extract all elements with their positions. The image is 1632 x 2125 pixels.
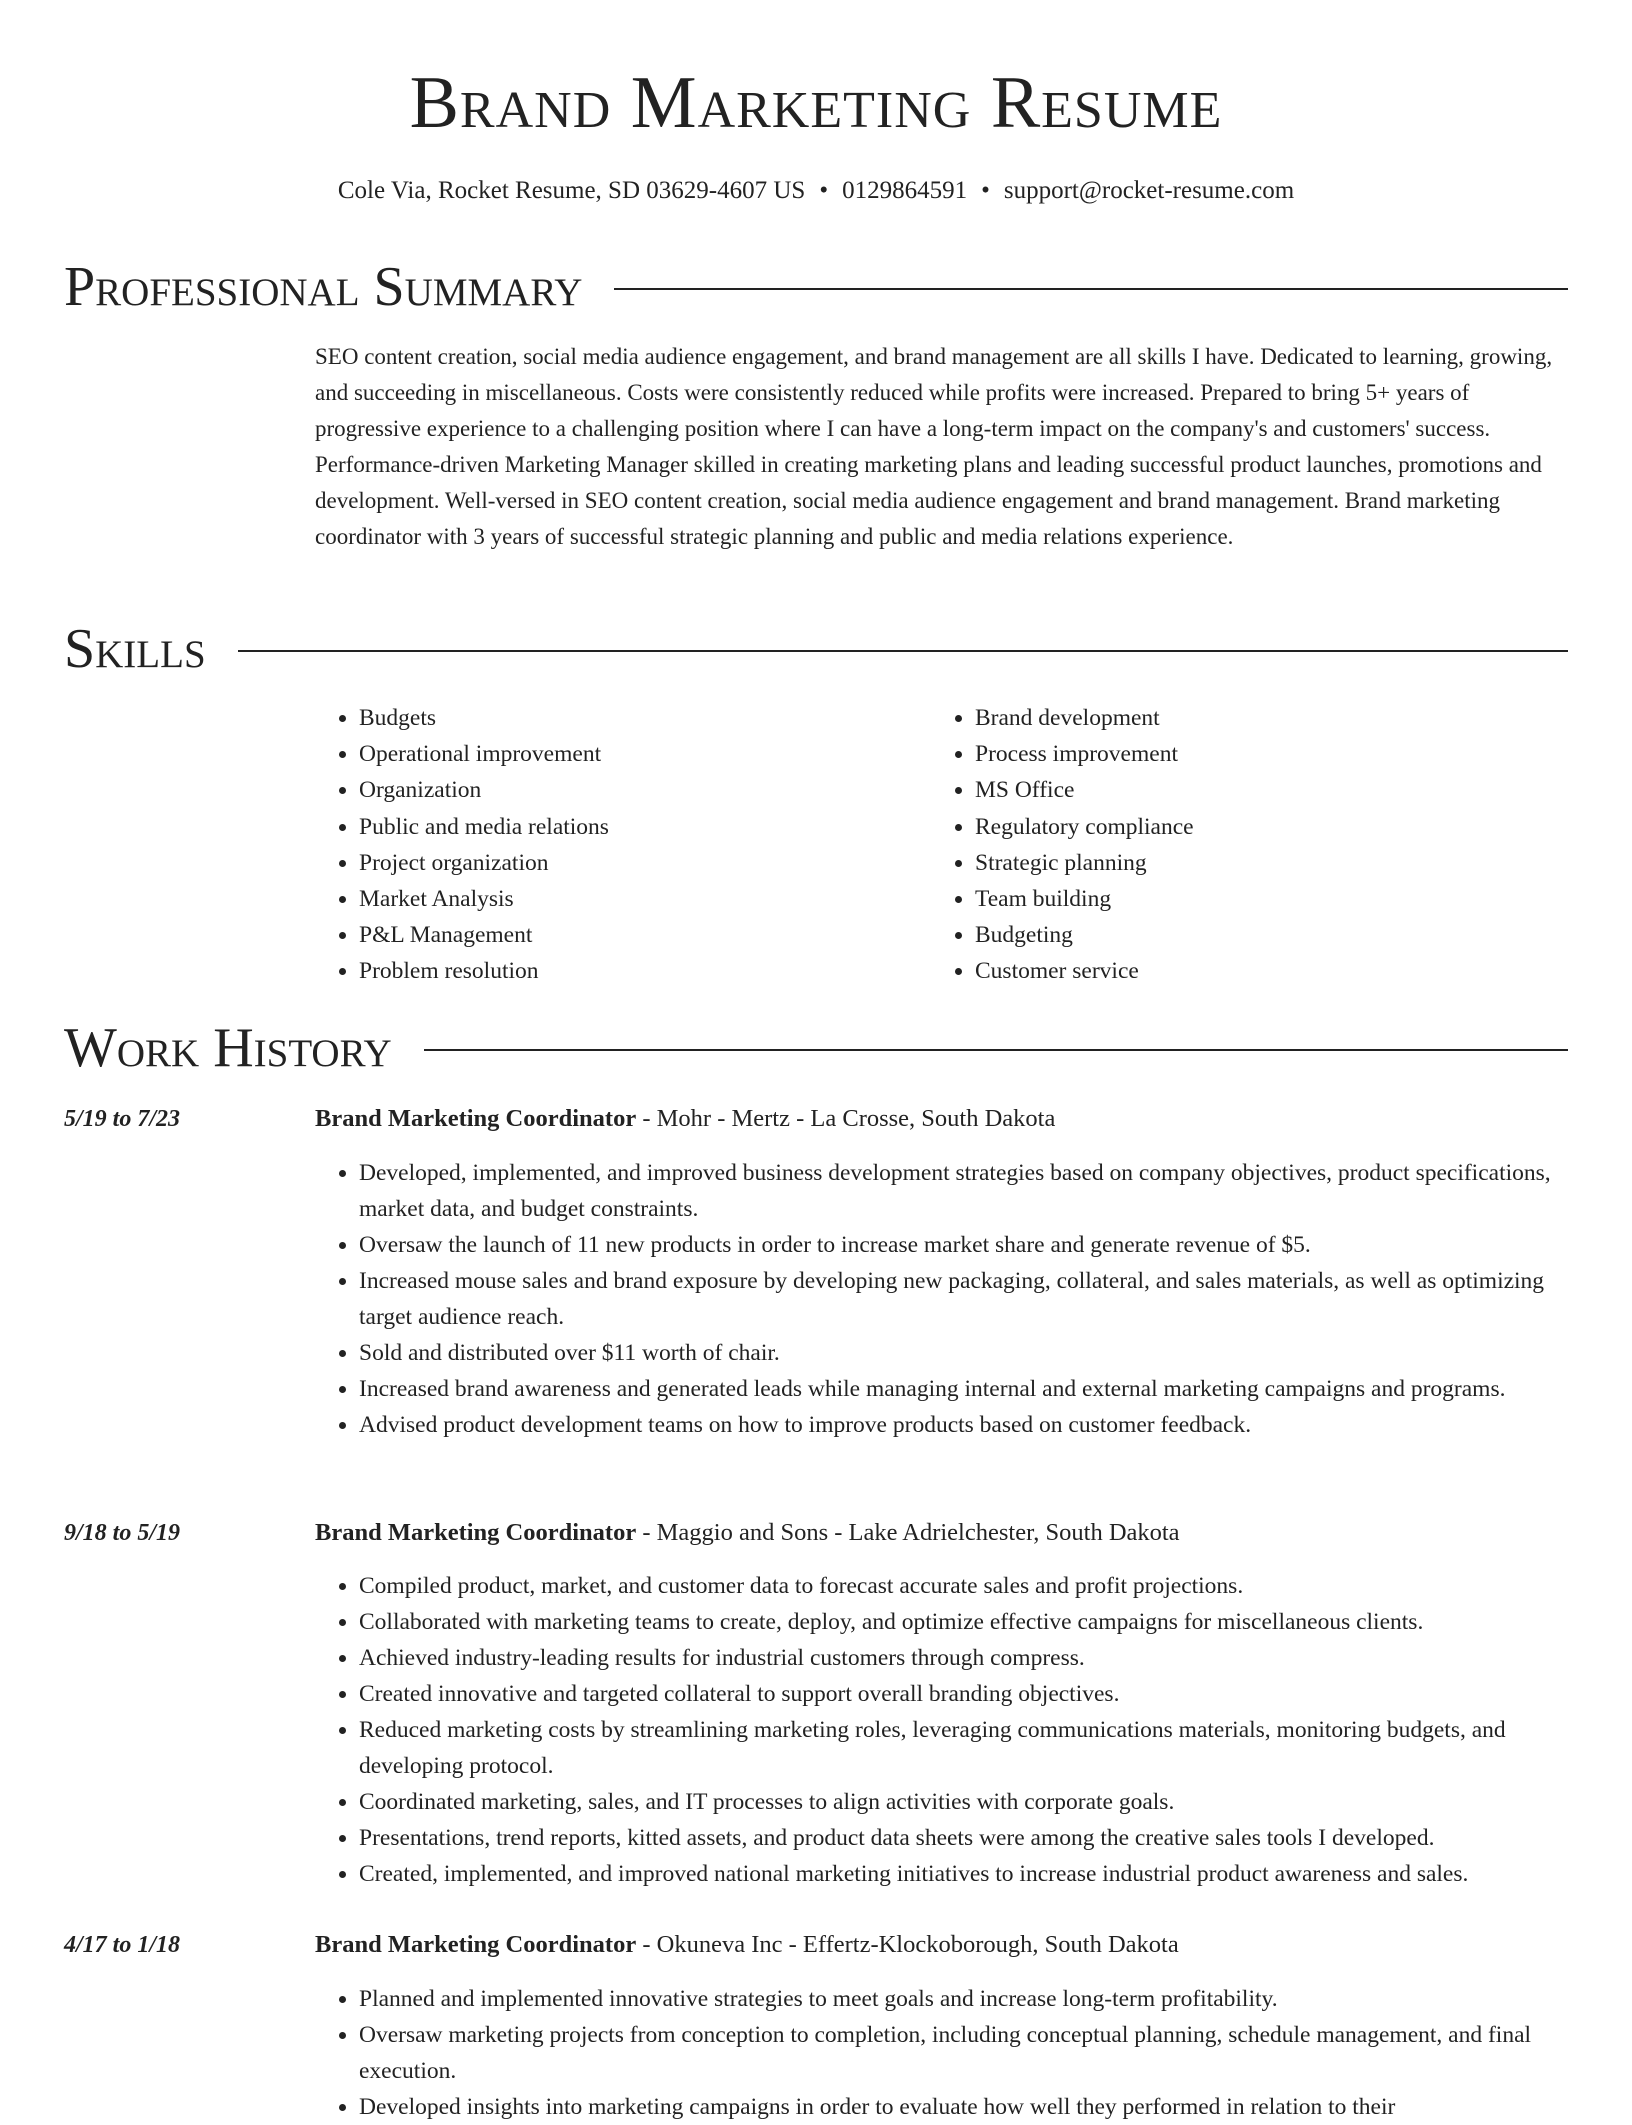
job-bullet: • Oversaw the launch of 11 new products in order to increase market share and generate revenue of $5. xyxy=(359,1227,1570,1263)
job-dates: 5/19 to 7/23 xyxy=(64,1106,181,1132)
skill-item: • P&L Management xyxy=(359,917,919,953)
job-employer-location: - Okuneva Inc - Effertz-Klockoborough, South Dakota xyxy=(636,1931,1179,1958)
skill-item: • Team building xyxy=(975,881,1535,917)
contact-separator: • xyxy=(981,177,990,204)
job-header xyxy=(315,1103,1570,1135)
job-header xyxy=(315,1517,1570,1549)
section-title: Work History xyxy=(64,1017,392,1079)
job-bullet: • Increased mouse sales and brand exposure by developing new packaging, collateral, and sales materials, as well as optimizing target audience reach. xyxy=(359,1263,1570,1335)
job-bullet: • Collaborated with marketing teams to create, deploy, and optimize effective campaigns for miscellaneous clients. xyxy=(359,1604,1570,1640)
skill-item: • Operational improvement xyxy=(359,736,919,772)
contact-email: support@rocket-resume.com xyxy=(1003,177,1295,204)
skill-item: • Budgets xyxy=(359,700,919,736)
job-title: Brand Marketing Coordinator xyxy=(315,1519,637,1546)
job-bullet: • Advised product development teams on how to improve products based on customer feedback. xyxy=(359,1407,1570,1443)
job-dates: 4/17 to 1/18 xyxy=(64,1932,181,1958)
job-employer-location: - Mohr - Mertz - La Crosse, South Dakota xyxy=(636,1105,1056,1132)
job-dates: 9/18 to 5/19 xyxy=(64,1520,181,1546)
job-bullet: • Sold and distributed over $11 worth of chair. xyxy=(359,1335,1570,1371)
summary-paragraph: SEO content creation, social media audience engagement, and brand management are all skills I have. Dedicated to learning, growing, and succeeding in miscellaneous. Costs were consistently reduced while profits were increased. Prepared to bring 5+ years of progressive experience to a challenging position where I can have a long-term impact on the company's and customers' success. Performance-driven Marketing Manager skilled in creating marketing plans and leading successful product launches, promotions and development. Well-versed in SEO content creation, social media audience engagement and brand management. Brand marketing coordinator with 3 years of successful strategic planning and public and media relations experience. xyxy=(315,344,1553,549)
job-bullet: • Presentations, trend reports, kitted assets, and product data sheets were among the creative sales tools I developed. xyxy=(359,1820,1570,1856)
job-bullet: • Oversaw marketing projects from conception to completion, including conceptual planning, schedule management, and final execution. xyxy=(359,2017,1570,2089)
job-title: Brand Marketing Coordinator xyxy=(315,1931,637,1958)
job-header xyxy=(315,1929,1570,1961)
contact-line xyxy=(0,175,1632,207)
job-employer-location: - Maggio and Sons - Lake Adrielchester, South Dakota xyxy=(636,1519,1180,1546)
section-divider xyxy=(424,1049,1568,1051)
skill-item: • Public and media relations xyxy=(359,809,919,845)
job-bullet: • Developed insights into marketing campaigns in order to evaluate how well they performed in relation to their xyxy=(359,2089,1570,2125)
skill-item: • Market Analysis xyxy=(359,881,919,917)
job-bullet: • Increased brand awareness and generated leads while managing internal and external marketing campaigns and programs. xyxy=(359,1371,1570,1407)
skill-item: • Organization xyxy=(359,772,919,808)
section-header-work-history xyxy=(64,1017,1568,1079)
skill-item: • Problem resolution xyxy=(359,953,919,989)
job-bullet: • Developed, implemented, and improved business development strategies based on company objectives, product specifications, market data, and budget constraints. xyxy=(359,1155,1570,1227)
job-bullet: • Compiled product, market, and customer data to forecast accurate sales and profit projections. xyxy=(359,1568,1570,1604)
job-bullet: • Created, implemented, and improved national marketing initiatives to increase industrial product awareness and sales. xyxy=(359,1856,1570,1892)
section-header-summary xyxy=(64,256,1568,318)
resume-title: Brand Marketing Resume xyxy=(409,62,1223,144)
skill-item: • Brand development xyxy=(975,700,1535,736)
job-bullet: • Created innovative and targeted collateral to support overall branding objectives. xyxy=(359,1676,1570,1712)
job-bullet: • Planned and implemented innovative strategies to meet goals and increase long-term profitability. xyxy=(359,1981,1570,2017)
skills-list-right xyxy=(931,700,1535,990)
contact-address: Cole Via, Rocket Resume, SD 03629-4607 US xyxy=(337,177,806,204)
skill-item: • Budgeting xyxy=(975,917,1535,953)
skill-item: • Regulatory compliance xyxy=(975,809,1535,845)
skill-item: • MS Office xyxy=(975,772,1535,808)
contact-phone: 0129864591 xyxy=(842,177,968,204)
contact-separator: • xyxy=(819,177,829,204)
section-header-skills xyxy=(64,618,1568,680)
section-divider xyxy=(238,650,1568,652)
job-bullet: • Achieved industry-leading results for industrial customers through compress. xyxy=(359,1640,1570,1676)
job-title: Brand Marketing Coordinator xyxy=(315,1105,637,1132)
job-bullet: • Reduced marketing costs by streamlining marketing roles, leveraging communications materials, monitoring budgets, and developing protocol. xyxy=(359,1712,1570,1784)
section-title: Professional Summary xyxy=(64,256,583,318)
section-divider xyxy=(614,288,1568,290)
job-bullets xyxy=(315,1568,1570,1892)
skill-item: • Process improvement xyxy=(975,736,1535,772)
section-title: Skills xyxy=(64,618,206,680)
job-bullet: • Coordinated marketing, sales, and IT processes to align activities with corporate goals. xyxy=(359,1784,1570,1820)
skill-item: • Strategic planning xyxy=(975,845,1535,881)
skills-list-left xyxy=(315,700,919,990)
job-bullets xyxy=(315,1155,1570,1443)
job-bullets xyxy=(315,1981,1570,2125)
skill-item: • Customer service xyxy=(975,953,1535,989)
skill-item: • Project organization xyxy=(359,845,919,881)
